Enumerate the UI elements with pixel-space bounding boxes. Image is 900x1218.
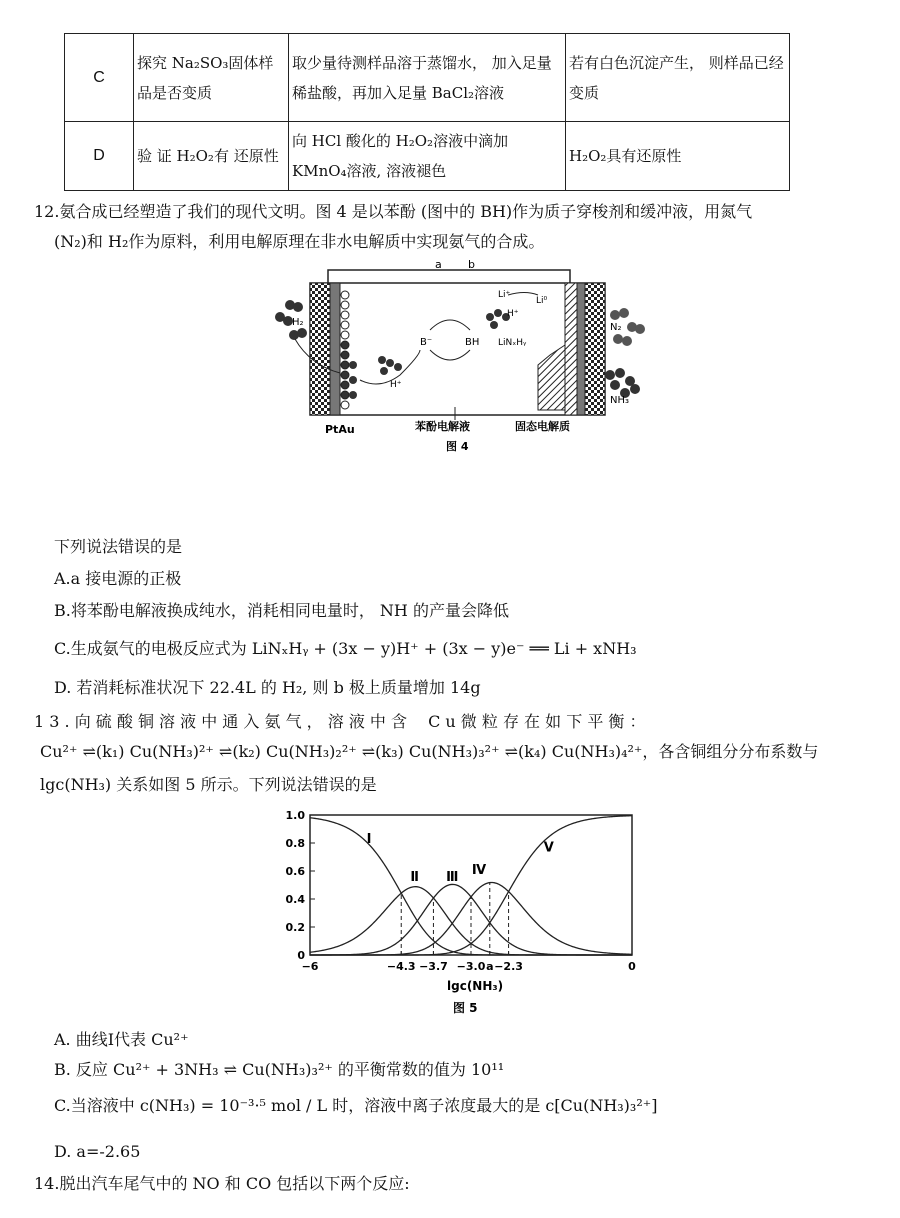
solid-electrolyte-label: 固态电解质: [515, 420, 570, 433]
curve-label: Ⅱ: [410, 869, 419, 885]
q13-stem-line2: Cu²⁺ ⇌(k₁) Cu(NH₃)²⁺ ⇌(k₂) Cu(NH₃)₂²⁺ ⇌(k₃) Cu(NH₃)₃²⁺ ⇌(k₄) Cu(NH₃)₄²⁺，各含铜组分分布系数与: [40, 742, 819, 761]
y-tick-label: 0.2: [285, 921, 305, 934]
nh3-label: NH₃: [610, 395, 630, 406]
conclusion-cell: 若有白色沉淀产生， 则样品已经变质: [566, 34, 790, 122]
q12-stem-line2: (N₂)和 H₂作为原料，利用电解原理在非水电解质中实现氨气的合成。: [54, 232, 545, 251]
x-tick-label: −6: [301, 960, 319, 973]
bh-label: BH: [465, 337, 480, 348]
option-letter: D: [65, 122, 134, 191]
q13-option-a: A. 曲线Ⅰ代表 Cu²⁺: [54, 1030, 189, 1049]
right-electrode: [585, 283, 605, 415]
purpose-cell: 探究 Na₂SO₃固体样品是否变质: [134, 34, 289, 122]
table-row: [65, 122, 790, 191]
q12-prompt: 下列说法错误的是: [54, 537, 183, 556]
h2-label: H₂: [292, 317, 304, 328]
figure5-caption: 图 5: [453, 1001, 478, 1015]
x-tick-label: a: [486, 960, 494, 973]
species-curve-5: [310, 816, 632, 955]
electrolysis-diagram: [270, 255, 650, 455]
y-tick-label: 0.4: [285, 893, 305, 906]
hplus-left-label: H⁺: [390, 380, 402, 390]
x-tick-label: −2.3: [494, 960, 523, 973]
curve-label: Ⅳ: [471, 862, 487, 878]
li-ion-label: Li⁺: [498, 290, 511, 300]
hplus-left-particles: [378, 356, 402, 375]
operation-cell: 取少量待测样品溶于蒸馏水， 加入足量稀盐酸，再加入足量 BaCl₂溶液: [289, 34, 566, 122]
electrolyte-label: 苯酚电解液: [415, 420, 470, 433]
x-tick-label: −4.3: [386, 960, 416, 973]
curve-label: Ⅲ: [446, 869, 459, 885]
q13-option-b: B. 反应 Cu²⁺ + 3NH₃ ⇌ Cu(NH₃)₃²⁺ 的平衡常数的值为 10¹¹: [54, 1060, 505, 1079]
ptau-label: PtAu: [325, 423, 355, 436]
hplus-right-label: H⁺: [507, 309, 519, 319]
answer-table: [64, 33, 790, 191]
q13-option-d: D. a=-2.65: [54, 1142, 141, 1161]
terminal-a-label: a: [435, 258, 442, 271]
y-tick-label: 0.8: [285, 837, 305, 850]
x-tick-label: −3.7: [419, 960, 448, 973]
x-tick-label: −3.0: [456, 960, 486, 973]
n2-label: N₂: [610, 322, 622, 333]
left-electrode-layer: [330, 283, 340, 415]
q13-stem-line3: lgc(NH₃) 关系如图 5 所示。下列说法错误的是: [40, 775, 377, 794]
q12-option-a: A.a 接电源的正极: [54, 569, 182, 588]
option-letter: C: [65, 34, 134, 122]
left-electrode: [310, 283, 330, 415]
linxhy-label: LiNₓHᵧ: [498, 338, 527, 348]
q14-stem: 14.脱出汽车尾气中的 NO 和 CO 包括以下两个反应:: [34, 1174, 410, 1193]
q13-stem-line1: 1 3 . 向 硫 酸 铜 溶 液 中 通 入 氨 气 ， 溶 液 中 含 C u 微 粒 存 在 如 下 平 衡 ：: [34, 712, 646, 731]
purpose-cell: 验 证 H₂O₂有 还原性: [134, 122, 289, 191]
x-tick-label: 0: [628, 960, 636, 973]
species-curve-1: [310, 818, 632, 955]
curve-labels-group: [367, 832, 554, 885]
curve-label: I: [366, 832, 372, 847]
table-row: [65, 34, 790, 122]
q12-stem-line1: 12.氨合成已经塑造了我们的现代文明。图 4 是以苯酚 (图中的 BH)作为质子穿梭剂和缓冲液，用氮气: [34, 202, 753, 221]
curves-group: [310, 816, 632, 955]
y-tick-label: 0: [297, 949, 305, 962]
q12-option-d: D. 若消耗标准状况下 22.4L 的 H₂, 则 b 极上质量增加 14g: [54, 678, 481, 697]
y-tick-label: 1.0: [285, 809, 305, 822]
linxhy-deposit: [538, 345, 565, 410]
solid-electrolyte: [565, 283, 577, 415]
q12-option-b: B.将苯酚电解液换成纯水，消耗相同电量时， NH 的产量会降低: [54, 601, 509, 620]
conclusion-cell: H₂O₂具有还原性: [566, 122, 790, 191]
b-minus-label: B⁻: [420, 337, 433, 348]
terminal-b-label: b: [468, 258, 475, 271]
q13-option-c: C.当溶液中 c(NH₃) = 10⁻³·⁵ mol / L 时，溶液中离子浓度最大的是 c[Cu(NH₃)₃²⁺]: [54, 1096, 658, 1115]
curve-label: V: [543, 840, 554, 856]
external-circuit-wire: [328, 270, 570, 293]
figure4-caption: 图 4: [446, 440, 469, 453]
operation-cell: 向 HCl 酸化的 H₂O₂溶液中滴加 KMnO₄溶液, 溶液褪色: [289, 122, 566, 191]
q12-option-c: C.生成氨气的电极反应式为 LiNₓHᵧ + (3x − y)H⁺ + (3x − y)e⁻ ══ Li + xNH₃: [54, 639, 637, 658]
ptau-particles: [341, 291, 357, 409]
nh3-molecules: [605, 368, 640, 398]
distribution-chart: [275, 800, 655, 1025]
x-axis-label: lgc(NH₃): [447, 979, 504, 993]
li-metal-label: Li⁰: [536, 296, 548, 306]
y-tick-label: 0.6: [285, 865, 305, 878]
